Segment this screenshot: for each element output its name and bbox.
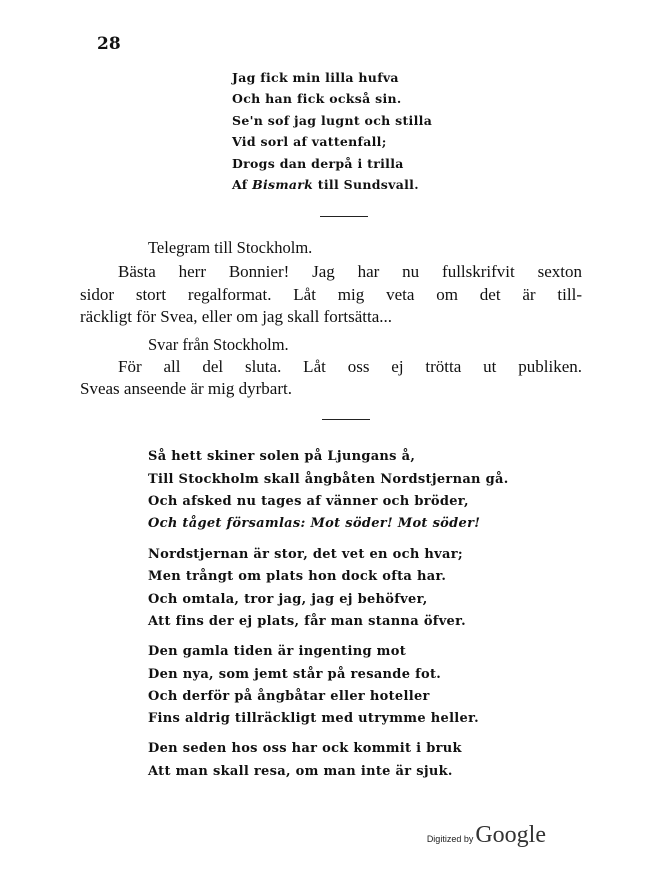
reply-heading: Svar från Stockholm. (148, 335, 289, 354)
verse-line: Så hett skiner solen på Ljungans å, (148, 449, 416, 464)
verse-line: Att fins der ej plats, får man stanna öfver. (148, 614, 466, 629)
verse-line: Och derför på ångbåtar eller hoteller (148, 689, 430, 704)
verse-line: Den seden hos oss har ock kommit i bruk (148, 741, 462, 756)
text: Af (232, 177, 253, 192)
google-logo: Google (475, 822, 546, 848)
telegram-heading: Telegram till Stockholm. (148, 238, 313, 257)
prose-line: Bästa herr Bonnier! Jag har nu fullskrifvit sexton (118, 262, 582, 281)
verse-line: Vid sorl af vattenfall; (232, 134, 387, 149)
verse-line: Den gamla tiden är ingenting mot (148, 644, 407, 659)
verse-line: Den nya, som jemt står på resande fot. (148, 667, 442, 682)
verse-line: Och afsked nu tages af vänner och bröder, (148, 494, 469, 509)
divider (320, 216, 368, 217)
verse-line: Och omtala, tror jag, jag ej behöfver, (148, 592, 428, 607)
digitized-by-google-watermark (427, 822, 546, 849)
page-number: 28 (97, 34, 121, 54)
verse-line: Se'n sof jag lugnt och stilla (232, 113, 433, 128)
prose-line: Sveas anseende är mig dyrbart. (80, 379, 292, 398)
verse-line: Och tåget församlas: Mot söder! Mot söder! (148, 516, 481, 531)
digitized-label: Digitized by (426, 834, 474, 844)
verse-line: Drogs dan derpå i trilla (232, 156, 404, 171)
verse-line: Till Stockholm skall ångbåten Nordstjernan gå. (148, 472, 509, 487)
verse-line (232, 177, 419, 192)
verse-line: Och han fick också sin. (232, 91, 402, 106)
verse-line: Nordstjernan är stor, det vet en och hvar; (148, 547, 463, 562)
verse-line: Fins aldrig tillräckligt med utrymme heller. (148, 711, 479, 726)
divider (322, 419, 370, 420)
prose-line: sidor stort regalformat. Låt mig veta om det är till- (80, 285, 582, 304)
prose-line: För all del sluta. Låt oss ej trötta ut publiken. (118, 357, 582, 376)
verse-line: Att man skall resa, om man inte är sjuk. (148, 764, 453, 779)
verse-line: Jag fick min lilla hufva (232, 70, 399, 85)
verse-line: Men trångt om plats hon dock ofta har. (148, 569, 447, 584)
text: till Sundsvall. (313, 177, 419, 192)
prose-line: räckligt för Svea, eller om jag skall fortsätta... (80, 307, 393, 326)
text-italic: Bismark (252, 177, 314, 192)
